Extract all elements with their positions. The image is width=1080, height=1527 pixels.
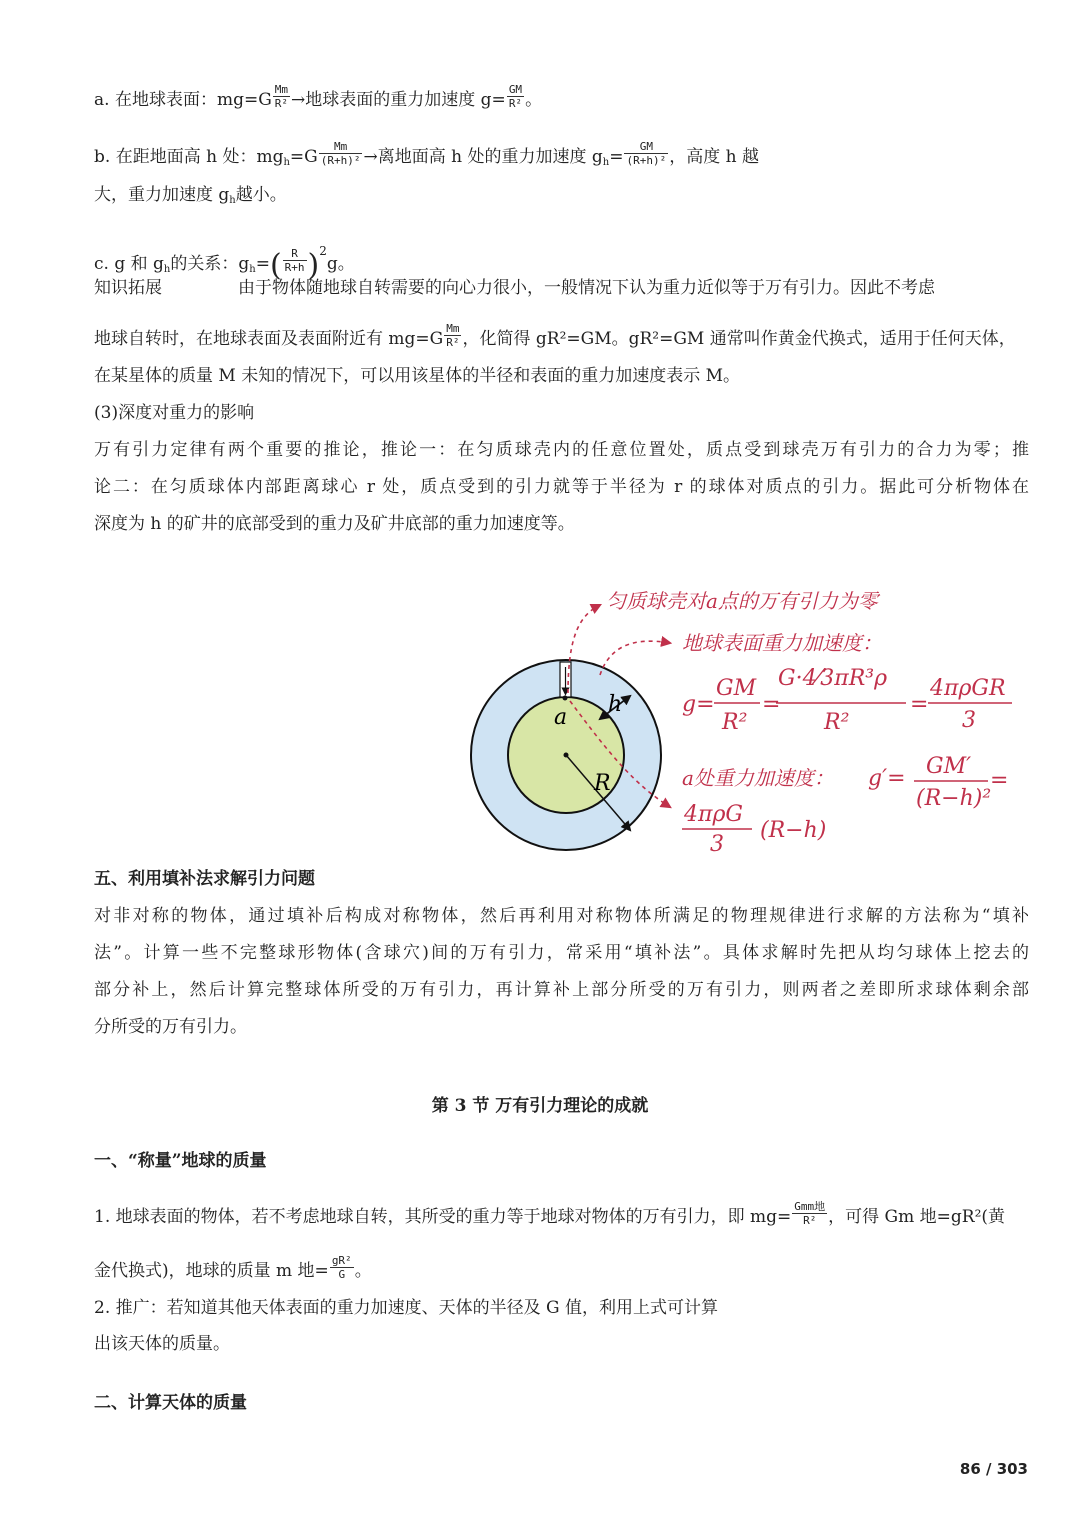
ext2-suffix: ，化简得 gR²=GM。gR²=GM 通常叫作黄金代换式，适用于任何天体， [462,329,1016,349]
frac-den: R+h [284,261,305,274]
eq-g: g= [682,692,715,717]
fraction-mm-r2 [444,322,461,349]
right-paren: ) [307,248,320,283]
point-a [563,696,568,701]
chapter-title: 第 3 节 万有引力理论的成就 [431,1096,649,1116]
frac-num: R [291,247,298,260]
section5-line3: 部分补上，然后计算完整球体所受的万有引力，再计算补上部分所受的万有引力，则两者之差即所求球体剩余部 [94,980,1029,1000]
frac-res-den: 3 [962,708,976,733]
left-paren: ( [269,248,282,283]
frac-vol-den: R² [824,710,850,735]
line-b-suffix: ，高度 h 越 [669,147,759,167]
note-depth: a处重力加速度： [682,766,834,790]
frac-num: GM [639,140,653,153]
gravity-depth-diagram [460,575,1080,860]
section5-title: 五、利用填补法求解引力问题 [94,869,315,889]
frac-den: R² [508,97,523,110]
knowledge-extension-line3: 在某星体的质量 M 未知的情况下，可以用该星体的半径和表面的重力加速度表示 M。 [94,366,741,386]
frac-den: R² [446,336,460,349]
page-number: 86 / 303 [959,1460,1028,1478]
fraction-gm-r2 [507,83,524,110]
frac-res-num: 4πρGR [930,676,1006,701]
exponent-2: 2 [319,244,327,258]
frac-num: gR² [331,1254,352,1267]
frac-last-tail: (R−h) [760,818,827,843]
depth-paragraph-line1: 万有引力定律有两个重要的推论，推论一：在匀质球壳内的任意位置处，质点受到球壳万有引力的合力为零；推 [94,440,1029,460]
paragraph2-line2: 出该天体的质量。 [94,1334,230,1354]
knowledge-extension-text: 由于物体随地球自转需要的向心力很小，一般情况下认为重力近似等于万有引力。因此不考虑 [238,278,935,298]
frac-den: (R+h)² [320,154,361,167]
frac-den: R² [274,97,289,110]
ext2-prefix: 地球自转时，在地球表面及表面附近有 mg=G [94,329,444,349]
paragraph1-line2 [94,1254,372,1282]
frac-num: Mm [274,83,289,96]
line-c-mid: 的关系：g [170,254,250,274]
formula-line-b [94,140,759,174]
frac-vol-num: G·4⁄3πR³ρ [778,666,888,691]
frac-den: (R+h)² [626,154,667,167]
knowledge-extension-line1 [94,277,935,299]
paragraph1-line1 [94,1200,1006,1228]
line-b-eq2: = [609,147,624,167]
fraction-gr2-g [330,1254,354,1281]
label-R: R [594,771,611,796]
p1b-prefix: 金代换式)，地球的质量 m 地= [94,1261,329,1281]
line-b-eq: =G [289,147,318,167]
line-a-mid: →地球表面的重力加速度 g= [291,90,506,110]
knowledge-extension-label: 知识拓展 [94,278,162,298]
line-a-prefix: a. 在地球表面：mg=G [94,90,272,110]
frac-num: Mm [446,322,460,335]
paragraph2-line1: 2. 推广：若知道其他天体表面的重力加速度、天体的半径及 G 值，利用上式可计算 [94,1298,719,1318]
eq-equals-2: = [910,692,929,717]
fraction-gmm-r2 [792,1200,827,1227]
p1b-suffix: 。 [354,1261,372,1281]
frac-gm-den: R² [722,710,748,735]
note-surface: 地球表面重力加速度： [682,631,882,655]
fraction-mm-rh2 [319,140,363,167]
frac-gp-den: (R−h)² [916,786,992,811]
fraction-mm-r2 [273,83,290,110]
subscript-h: h [163,264,171,275]
note-shell: 匀质球壳对a点的万有引力为零 [606,589,878,613]
subscript-h: h [602,157,610,168]
line-b2-prefix: 大，重力加速度 g [94,185,230,205]
fraction-r-rh [283,247,307,274]
line-c-eq: = [255,254,270,274]
subscript-h: h [283,157,290,168]
knowledge-extension-line2 [94,322,1016,350]
line-b-prefix: b. 在距地面高 h 处：mg [94,147,284,167]
subscript-h: h [249,264,256,275]
section5-line1: 对非对称的物体，通过填补后构成对称物体，然后再利用对称物体所满足的物理规律进行求解的方法称为“填补 [94,906,1029,926]
p1a-suffix: ，可得 Gm 地=gR²(黄 [828,1207,1006,1227]
line-a-suffix: 。 [525,90,543,110]
leader-surface [600,641,670,675]
depth-paragraph-line2: 论二：在匀质球体内部距离球心 r 处，质点受到的引力就等于半径为 r 的球体对质点的引力。据此可分析物体在 [94,477,1029,497]
fraction-gm-rh2 [624,140,668,167]
line-c-suffix: g。 [326,254,355,274]
frac-den: G [330,1267,354,1281]
formula-line-c [94,240,355,281]
line-c-prefix: c. g 和 g [94,254,164,274]
line-b2-suffix: 越小。 [235,185,287,205]
frac-last-den: 3 [710,832,724,857]
frac-gp-num: GM′ [926,754,972,779]
frac-last-num: 4πρG [684,802,743,827]
subscript-h: h [229,195,236,206]
p1a-prefix: 1. 地球表面的物体，若不考虑地球自转，其所受的重力等于地球对物体的万有引力，即 mg= [94,1207,792,1227]
depth-section-title: (3)深度对重力的影响 [94,403,255,423]
frac-den: R² [792,1213,827,1227]
section1-title: 一、“称量”地球的质量 [94,1151,267,1171]
eq-equals-1: = [762,692,781,717]
frac-num: GM [508,83,523,96]
formula-line-b2 [94,184,287,212]
section5-line4: 分所受的万有引力。 [94,1017,247,1037]
eq-gprime: g′= [868,766,906,791]
label-a: a [554,705,568,730]
depth-paragraph-line3: 深度为 h 的矿井的底部受到的重力及矿井底部的重力加速度等。 [94,514,575,534]
section5-line2: 法”。计算一些不完整球形物体(含球穴)间的万有引力，常采用“填补法”。具体求解时先把从均匀球体上挖去的 [94,943,1029,963]
frac-num: Gmm地 [794,1200,826,1213]
label-h: h [608,692,623,717]
frac-gm-num: GM [716,676,757,701]
formula-line-a [94,83,543,111]
line-b-mid: →离地面高 h 处的重力加速度 g [363,147,603,167]
frac-num: Mm [333,140,348,153]
eq-equals-3: = [990,768,1009,793]
section2-title: 二、计算天体的质量 [94,1393,247,1413]
